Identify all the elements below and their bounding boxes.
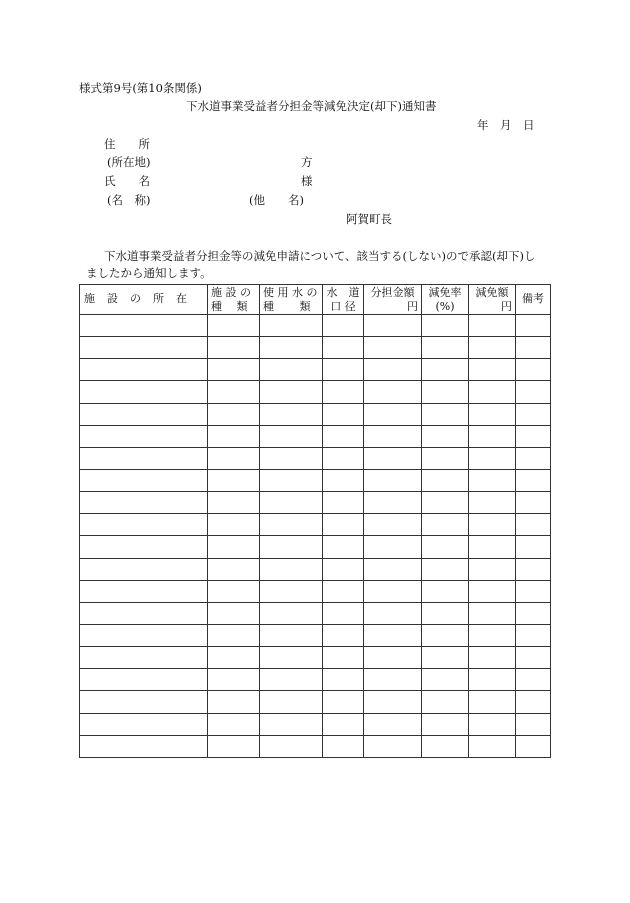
table-cell[interactable]	[469, 669, 516, 691]
table-row	[80, 492, 551, 514]
table-cell[interactable]	[516, 669, 551, 691]
table-cell[interactable]	[208, 469, 260, 491]
table-cell[interactable]	[364, 381, 422, 403]
table-cell[interactable]	[422, 469, 469, 491]
table-cell[interactable]	[260, 558, 323, 580]
table-cell[interactable]	[260, 669, 323, 691]
table-cell[interactable]	[422, 580, 469, 602]
table-row	[80, 447, 551, 469]
header-label-line2: 口 径	[330, 300, 356, 313]
table-cell[interactable]	[364, 447, 422, 469]
table-cell[interactable]	[516, 580, 551, 602]
table-cell[interactable]	[80, 536, 208, 558]
table-cell[interactable]	[364, 359, 422, 381]
table-cell[interactable]	[469, 403, 516, 425]
table-cell[interactable]	[516, 447, 551, 469]
table-cell[interactable]	[323, 580, 364, 602]
table-cell[interactable]	[260, 735, 323, 757]
table-cell[interactable]	[469, 580, 516, 602]
table-cell[interactable]	[208, 536, 260, 558]
header-label: 備考	[522, 292, 544, 305]
table-row	[80, 359, 551, 381]
table-cell[interactable]	[422, 359, 469, 381]
header-remarks	[516, 285, 551, 315]
sender-name: 阿賀町長	[346, 212, 392, 226]
table-cell[interactable]	[422, 315, 469, 337]
table-cell[interactable]	[208, 669, 260, 691]
table-cell[interactable]	[260, 337, 323, 359]
table-cell[interactable]	[323, 558, 364, 580]
table-cell[interactable]	[260, 514, 323, 536]
table-cell[interactable]	[422, 647, 469, 669]
header-charge-amount	[364, 285, 422, 315]
table-cell[interactable]	[260, 536, 323, 558]
table-cell[interactable]	[208, 713, 260, 735]
table-cell[interactable]	[323, 624, 364, 646]
table-cell[interactable]	[323, 381, 364, 403]
table-row	[80, 580, 551, 602]
table-cell[interactable]	[208, 624, 260, 646]
table-cell[interactable]	[469, 624, 516, 646]
table-cell[interactable]	[208, 447, 260, 469]
table-cell[interactable]	[516, 713, 551, 735]
table-cell[interactable]	[469, 425, 516, 447]
table-cell[interactable]	[516, 337, 551, 359]
header-label: 水 道	[326, 286, 360, 299]
address-honorific: 方	[301, 155, 313, 169]
table-row	[80, 315, 551, 337]
table-cell[interactable]	[208, 514, 260, 536]
table-cell[interactable]	[364, 536, 422, 558]
table-cell[interactable]	[260, 580, 323, 602]
table-cell[interactable]	[364, 624, 422, 646]
table-cell[interactable]	[208, 691, 260, 713]
header-label: 施設の所在	[84, 292, 199, 305]
table-cell[interactable]	[516, 469, 551, 491]
table-cell[interactable]	[208, 381, 260, 403]
table-cell[interactable]	[260, 469, 323, 491]
table-cell[interactable]	[422, 425, 469, 447]
name-label: 氏 名	[104, 174, 150, 188]
table-cell[interactable]	[364, 691, 422, 713]
table-cell[interactable]	[260, 624, 323, 646]
table-cell[interactable]	[208, 315, 260, 337]
table-row	[80, 713, 551, 735]
table-row	[80, 403, 551, 425]
table-cell[interactable]	[260, 359, 323, 381]
table-cell[interactable]	[469, 447, 516, 469]
table-cell[interactable]	[422, 735, 469, 757]
table-cell[interactable]	[80, 558, 208, 580]
table-cell[interactable]	[364, 425, 422, 447]
table-cell[interactable]	[208, 558, 260, 580]
body-text-line1: 下水道事業受益者分担金等の減免申請について、該当する(しない)ので承認(却下)し	[104, 249, 536, 263]
table-cell[interactable]	[80, 447, 208, 469]
table-cell[interactable]	[469, 691, 516, 713]
table-cell[interactable]	[422, 602, 469, 624]
table-cell[interactable]	[422, 381, 469, 403]
table-cell[interactable]	[469, 492, 516, 514]
table-cell[interactable]	[469, 713, 516, 735]
table-cell[interactable]	[364, 735, 422, 757]
table-row	[80, 669, 551, 691]
date-line: 年 月 日	[477, 118, 535, 132]
table-cell[interactable]	[469, 337, 516, 359]
table-cell[interactable]	[323, 425, 364, 447]
table-cell[interactable]	[208, 647, 260, 669]
table-row	[80, 691, 551, 713]
table-cell[interactable]	[469, 558, 516, 580]
table-cell[interactable]	[80, 580, 208, 602]
table-cell[interactable]	[260, 713, 323, 735]
table-cell[interactable]	[516, 315, 551, 337]
table-cell[interactable]	[260, 315, 323, 337]
header-label: 使 用 水 の	[263, 286, 318, 299]
address-sub-label: (所在地)	[107, 155, 151, 169]
table-cell[interactable]	[364, 403, 422, 425]
header-water-type	[260, 285, 323, 315]
table-cell[interactable]	[80, 359, 208, 381]
table-cell[interactable]	[208, 580, 260, 602]
table-cell[interactable]	[364, 315, 422, 337]
table-cell[interactable]	[516, 425, 551, 447]
table-cell[interactable]	[80, 381, 208, 403]
table-cell[interactable]	[80, 492, 208, 514]
table-cell[interactable]	[422, 492, 469, 514]
table-row	[80, 536, 551, 558]
table-cell[interactable]	[323, 469, 364, 491]
table-row	[80, 602, 551, 624]
table-cell[interactable]	[422, 403, 469, 425]
table-cell[interactable]	[80, 691, 208, 713]
table-cell[interactable]	[80, 713, 208, 735]
table-header-row	[80, 285, 551, 315]
name-honorific: 様	[301, 174, 313, 188]
table-cell[interactable]	[469, 315, 516, 337]
table-cell[interactable]	[364, 492, 422, 514]
table-cell[interactable]	[260, 492, 323, 514]
table-cell[interactable]	[260, 602, 323, 624]
table-cell[interactable]	[323, 315, 364, 337]
table-cell[interactable]	[80, 647, 208, 669]
table-cell[interactable]	[323, 602, 364, 624]
table-cell[interactable]	[516, 735, 551, 757]
table-cell[interactable]	[516, 403, 551, 425]
table-cell[interactable]	[516, 381, 551, 403]
document-title: 下水道事業受益者分担金等減免決定(却下)通知書	[186, 99, 437, 113]
table-row	[80, 558, 551, 580]
form-number: 様式第9号(第10条関係)	[79, 81, 202, 95]
table-row	[80, 337, 551, 359]
header-label-line2: 円	[407, 300, 418, 313]
table-row	[80, 624, 551, 646]
table-cell[interactable]	[364, 669, 422, 691]
table-cell[interactable]	[323, 514, 364, 536]
table-cell[interactable]	[422, 447, 469, 469]
table-cell[interactable]	[323, 647, 364, 669]
header-reduction-amount	[469, 285, 516, 315]
others-count: (他 名)	[249, 193, 304, 207]
header-label: 分担金額	[370, 286, 415, 299]
body-text-line2: ましたから通知します。	[86, 266, 212, 280]
table-cell[interactable]	[364, 602, 422, 624]
table-cell[interactable]	[469, 602, 516, 624]
table-row	[80, 735, 551, 757]
table-cell[interactable]	[516, 624, 551, 646]
table-body	[80, 315, 551, 758]
table-cell[interactable]	[364, 558, 422, 580]
table-cell[interactable]	[364, 713, 422, 735]
table-cell[interactable]	[516, 647, 551, 669]
table-cell[interactable]	[469, 469, 516, 491]
header-facility-location	[80, 285, 208, 315]
header-label-line2: (%)	[435, 300, 455, 313]
table-cell[interactable]	[323, 669, 364, 691]
table-cell[interactable]	[208, 403, 260, 425]
table-cell[interactable]	[516, 359, 551, 381]
header-label: 施 設 の	[211, 286, 251, 299]
table-row	[80, 514, 551, 536]
table-cell[interactable]	[364, 647, 422, 669]
table-cell[interactable]	[364, 514, 422, 536]
table-row	[80, 381, 551, 403]
table-cell[interactable]	[516, 558, 551, 580]
table-cell[interactable]	[516, 492, 551, 514]
table-cell[interactable]	[469, 514, 516, 536]
header-label-line2: 種 類	[263, 300, 311, 313]
table-cell[interactable]	[260, 447, 323, 469]
name-sub-label: (名 称)	[107, 193, 151, 207]
header-water-diameter	[323, 285, 364, 315]
table-cell[interactable]	[80, 602, 208, 624]
table-cell[interactable]	[469, 359, 516, 381]
table-cell[interactable]	[323, 492, 364, 514]
table-cell[interactable]	[469, 536, 516, 558]
table-cell[interactable]	[260, 691, 323, 713]
table-cell[interactable]	[364, 580, 422, 602]
table-row	[80, 647, 551, 669]
header-label: 減免率	[428, 286, 462, 299]
table-cell[interactable]	[469, 381, 516, 403]
table-cell[interactable]	[422, 558, 469, 580]
table-cell[interactable]	[422, 536, 469, 558]
table-cell[interactable]	[364, 337, 422, 359]
table-cell[interactable]	[323, 359, 364, 381]
table-cell[interactable]	[323, 735, 364, 757]
table-cell[interactable]	[323, 536, 364, 558]
table-cell[interactable]	[80, 315, 208, 337]
table-cell[interactable]	[80, 669, 208, 691]
table-cell[interactable]	[80, 735, 208, 757]
table-cell[interactable]	[80, 337, 208, 359]
table-cell[interactable]	[516, 514, 551, 536]
table-cell[interactable]	[208, 337, 260, 359]
header-label-line2: 種 類	[211, 300, 248, 313]
table-cell[interactable]	[422, 624, 469, 646]
table-row	[80, 425, 551, 447]
table-row	[80, 469, 551, 491]
table-cell[interactable]	[469, 647, 516, 669]
table-cell[interactable]	[208, 359, 260, 381]
table-cell[interactable]	[80, 624, 208, 646]
header-label-line2: 円	[501, 300, 512, 313]
reduction-table	[79, 284, 551, 758]
table-cell[interactable]	[516, 602, 551, 624]
table-cell[interactable]	[260, 425, 323, 447]
table-cell[interactable]	[208, 602, 260, 624]
header-label: 減免額	[475, 286, 509, 299]
table-cell[interactable]	[260, 647, 323, 669]
table-cell[interactable]	[323, 403, 364, 425]
table-cell[interactable]	[516, 536, 551, 558]
table-cell[interactable]	[323, 337, 364, 359]
table-cell[interactable]	[80, 403, 208, 425]
table-cell[interactable]	[80, 469, 208, 491]
table-cell[interactable]	[208, 735, 260, 757]
table-cell[interactable]	[208, 492, 260, 514]
table-cell[interactable]	[364, 469, 422, 491]
table-cell[interactable]	[80, 514, 208, 536]
table-cell[interactable]	[422, 337, 469, 359]
address-label: 住 所	[104, 137, 150, 151]
header-facility-type	[208, 285, 260, 315]
table-cell[interactable]	[208, 425, 260, 447]
table-cell[interactable]	[516, 691, 551, 713]
table-cell[interactable]	[422, 514, 469, 536]
table-cell[interactable]	[422, 713, 469, 735]
table-cell[interactable]	[323, 447, 364, 469]
table-cell[interactable]	[422, 669, 469, 691]
header-reduction-rate	[422, 285, 469, 315]
table-cell[interactable]	[323, 691, 364, 713]
table-cell[interactable]	[260, 403, 323, 425]
table-cell[interactable]	[260, 381, 323, 403]
table-cell[interactable]	[80, 425, 208, 447]
table-cell[interactable]	[323, 713, 364, 735]
table-cell[interactable]	[469, 735, 516, 757]
table-cell[interactable]	[422, 691, 469, 713]
